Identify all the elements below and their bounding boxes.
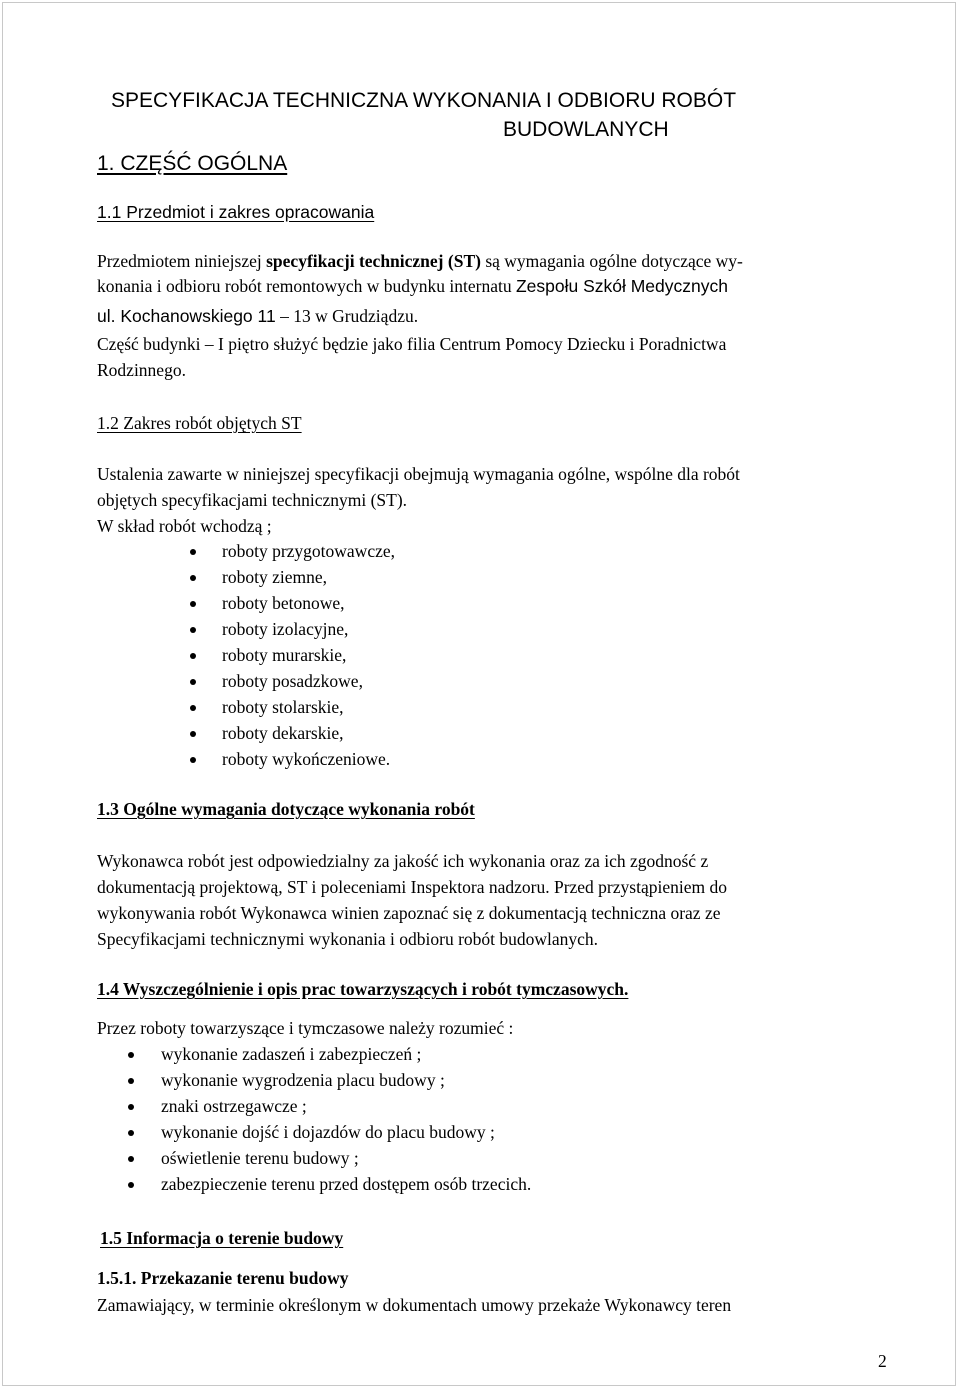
list-item: roboty wykończeniowe.	[222, 749, 391, 769]
list-item: wykonanie wygrodzenia placu budowy ;	[161, 1070, 445, 1090]
paragraph-1-1b-line2: Rodzinnego.	[97, 360, 186, 380]
list-item: roboty murarskie,	[222, 645, 347, 665]
bullet-icon	[128, 1130, 134, 1136]
list-item: roboty betonowe,	[222, 593, 345, 613]
paragraph-1-3-line2: dokumentacją projektową, ST i poleceniami Inspektora nadzoru. Przed przystąpieniem do	[97, 877, 727, 897]
bullet-icon	[190, 705, 196, 711]
bullet-icon	[190, 731, 196, 737]
list-item: roboty posadzkowe,	[222, 671, 363, 691]
document-title-line1: SPECYFIKACJA TECHNICZNA WYKONANIA I ODBIORU ROBÓT	[111, 89, 737, 112]
bullet-icon	[190, 575, 196, 581]
list-intro-1-2: W skład robót wchodzą ;	[97, 516, 272, 536]
bullet-icon	[190, 627, 196, 633]
paragraph-1-3-line3: wykonywania robót Wykonawca winien zapoznać się z dokumentacją techniczna oraz ze	[97, 903, 721, 923]
list-item: roboty izolacyjne,	[222, 619, 349, 639]
bullet-icon	[128, 1182, 134, 1188]
bullet-icon	[190, 653, 196, 659]
bullet-icon	[190, 679, 196, 685]
page-number: 2	[878, 1351, 887, 1371]
list-item: roboty stolarskie,	[222, 697, 344, 717]
list-item: znaki ostrzegawcze ;	[161, 1096, 307, 1116]
bullet-icon	[128, 1104, 134, 1110]
paragraph-1-1b-line1: Część budynki – I piętro służyć będzie jako filia Centrum Pomocy Dziecku i Poradnictwa	[97, 334, 727, 354]
paragraph-1-1-line2: konania i odbioru robót remontowych w budynku internatu Zespołu Szkół Medycznych	[97, 276, 728, 296]
bullet-icon	[128, 1078, 134, 1084]
bullet-icon	[190, 601, 196, 607]
list-item: roboty dekarskie,	[222, 723, 344, 743]
bullet-icon	[190, 757, 196, 763]
bullet-icon	[128, 1052, 134, 1058]
paragraph-1-2-line2: objętych specyfikacjami technicznymi (ST).	[97, 490, 408, 510]
list-item: zabezpieczenie terenu przed dostępem osób trzecich.	[161, 1174, 532, 1194]
list-item: wykonanie zadaszeń i zabezpieczeń ;	[161, 1044, 422, 1064]
paragraph-1-3-line1: Wykonawca robót jest odpowiedzialny za jakość ich wykonania oraz za ich zgodność z	[97, 851, 709, 871]
paragraph-1-1-line3: ul. Kochanowskiego 11 – 13 w Grudziądzu.	[97, 306, 419, 326]
heading-1-4: 1.4 Wyszczególnienie i opis prac towarzyszących i robót tymczasowych.	[97, 979, 629, 999]
paragraph-1-1-line1: Przedmiotem niniejszej specyfikacji technicznej (ST) są wymagania ogólne dotyczące wy-	[97, 251, 743, 271]
heading-1-5: 1.5 Informacja o terenie budowy	[100, 1228, 344, 1248]
list-item: oświetlenie terenu budowy ;	[161, 1148, 359, 1168]
heading-1-3: 1.3 Ogólne wymagania dotyczące wykonania robót	[97, 799, 475, 819]
list-item: wykonanie dojść i dojazdów do placu budowy ;	[161, 1122, 495, 1142]
list-item: roboty przygotowawcze,	[222, 541, 395, 561]
section-heading-1: 1. CZĘŚĆ OGÓLNA	[97, 152, 288, 175]
paragraph-1-3-line4: Specyfikacjami technicznymi wykonania i odbioru robót budowlanych.	[97, 929, 599, 949]
bullet-icon	[190, 549, 196, 555]
heading-1-1: 1.1 Przedmiot i zakres opracowania	[97, 202, 375, 222]
list-item: roboty ziemne,	[222, 567, 327, 587]
bullet-icon	[128, 1156, 134, 1162]
paragraph-1-5-1: Zamawiający, w terminie określonym w dokumentach umowy przekaże Wykonawcy teren	[97, 1295, 732, 1315]
heading-1-2: 1.2 Zakres robót objętych ST	[97, 413, 302, 433]
paragraph-1-2-line1: Ustalenia zawarte w niniejszej specyfikacji obejmują wymagania ogólne, wspólne dla robót	[97, 464, 740, 484]
heading-1-5-1: 1.5.1. Przekazanie terenu budowy	[97, 1268, 349, 1288]
document-title-line2: BUDOWLANYCH	[503, 118, 669, 141]
list-intro-1-4: Przez roboty towarzyszące i tymczasowe należy rozumieć :	[97, 1018, 514, 1038]
